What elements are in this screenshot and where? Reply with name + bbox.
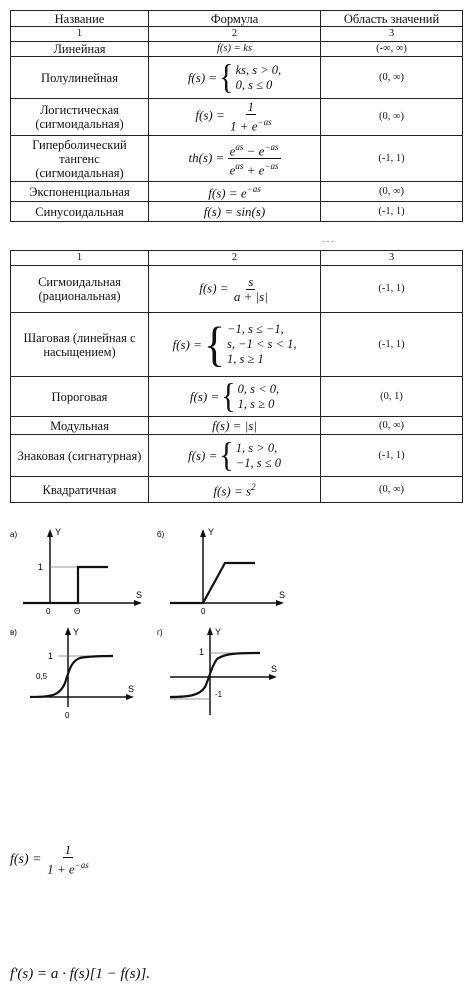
row-formula: f(s) = { ks, s > 0, 0, s ≤ 0 xyxy=(149,57,321,99)
row-formula: f(s) = { −1, s ≤ −1, s, −1 < s < 1, 1, s ≥ 1 xyxy=(149,313,321,377)
row-range: (0, 1) xyxy=(321,377,463,417)
row-name: Знаковая (сигнатурная) xyxy=(11,435,149,477)
svg-text:б): б) xyxy=(157,530,165,539)
graph-a-threshold xyxy=(8,525,148,625)
row-name: Пороговая xyxy=(11,377,149,417)
row-range: (-1, 1) xyxy=(321,202,463,222)
row-name: Линейная xyxy=(11,42,149,57)
row-range: (0, ∞) xyxy=(321,99,463,136)
svg-text:1: 1 xyxy=(48,651,54,661)
logistic-formula: f(s) = $\frac{1}{1 + e^{-as}}$ xyxy=(10,842,89,877)
col-number: 1 xyxy=(11,27,149,42)
row-formula: f(s) = |s| xyxy=(149,417,321,435)
svg-text:Y: Y xyxy=(55,527,62,537)
row-formula: f(s) = $\frac{s}{a + |s|}$ xyxy=(149,266,321,313)
col-number: 2 xyxy=(149,251,321,266)
svg-text:0: 0 xyxy=(65,711,70,720)
graph-label: а) xyxy=(10,530,18,539)
row-range: (0, ∞) xyxy=(321,417,463,435)
row-formula: f(s) = ks xyxy=(149,42,321,57)
col-number: 3 xyxy=(321,27,463,42)
graph-g-tanh xyxy=(155,625,295,725)
col-number: 1 xyxy=(11,251,149,266)
row-range: (0, ∞) xyxy=(321,57,463,99)
scan-artifact: - - - xyxy=(322,237,334,246)
header-range: Область значений xyxy=(321,11,463,27)
row-name: Квадратичная xyxy=(11,477,149,503)
row-name: Сигмоидальная (рациональная) xyxy=(11,266,149,313)
row-name: Модульная xyxy=(11,417,149,435)
row-name: Логистическая (сигмоидальная) xyxy=(11,99,149,136)
row-name: Шаговая (линейная с насыщением) xyxy=(11,313,149,377)
svg-text:0: 0 xyxy=(46,607,51,616)
svg-text:1: 1 xyxy=(38,562,44,572)
row-range: (-1, 1) xyxy=(321,435,463,477)
svg-text:Y: Y xyxy=(215,627,222,637)
svg-text:г): г) xyxy=(157,628,163,637)
row-name: Гиперболический тангенс (сигмоидальная) xyxy=(11,136,149,182)
row-formula: f(s) = { 0, s < 0, 1, s ≥ 0 xyxy=(149,377,321,417)
row-formula: f(s) = { 1, s > 0, −1, s ≤ 0 xyxy=(149,435,321,477)
row-formula: $f(s) = e^{-as}$ xyxy=(149,182,321,202)
row-range: (0, ∞) xyxy=(321,477,463,503)
svg-text:S: S xyxy=(271,664,278,674)
svg-text:в): в) xyxy=(10,628,17,637)
activation-table-2 xyxy=(10,250,463,503)
row-formula: th(s) = $\frac{e^{as} - e^{-as}}{e^{as} + e^{-as}}$ xyxy=(149,136,321,182)
svg-text:S: S xyxy=(279,590,286,600)
row-range: (-1, 1) xyxy=(321,313,463,377)
svg-text:-1: -1 xyxy=(215,690,223,699)
derivative-formula: f'(s) = a · f(s)[1 − f(s)]. xyxy=(10,966,151,982)
graph-v-sigmoid xyxy=(8,625,148,725)
row-formula: $f(s) = s^2$ xyxy=(149,477,321,503)
svg-text:Θ: Θ xyxy=(74,607,81,616)
svg-text:S: S xyxy=(136,590,143,600)
row-name: Экспоненциальная xyxy=(11,182,149,202)
row-name: Синусоидальная xyxy=(11,202,149,222)
svg-text:0,5: 0,5 xyxy=(36,672,48,681)
svg-text:Y: Y xyxy=(208,527,215,537)
step-curve xyxy=(23,567,108,603)
svg-text:0: 0 xyxy=(201,607,206,616)
header-formula: Формула xyxy=(149,11,321,27)
svg-text:1: 1 xyxy=(199,647,205,657)
row-range: (-∞, ∞) xyxy=(321,42,463,57)
col-number: 3 xyxy=(321,251,463,266)
row-formula: f(s) = sin(s) xyxy=(149,202,321,222)
col-number: 2 xyxy=(149,27,321,42)
svg-text:Y: Y xyxy=(73,627,80,637)
row-range: (-1, 1) xyxy=(321,136,463,182)
svg-text:S: S xyxy=(128,684,135,694)
header-name: Название xyxy=(11,11,149,27)
graph-b-semilinear xyxy=(155,525,295,625)
activation-table-1 xyxy=(10,10,463,222)
row-range: (-1, 1) xyxy=(321,266,463,313)
row-formula: f(s) = $\frac{1}{1 + e^{-as}}$ xyxy=(149,99,321,136)
row-name: Полулинейная xyxy=(11,57,149,99)
row-range: (0, ∞) xyxy=(321,182,463,202)
ramp-curve xyxy=(170,563,255,603)
